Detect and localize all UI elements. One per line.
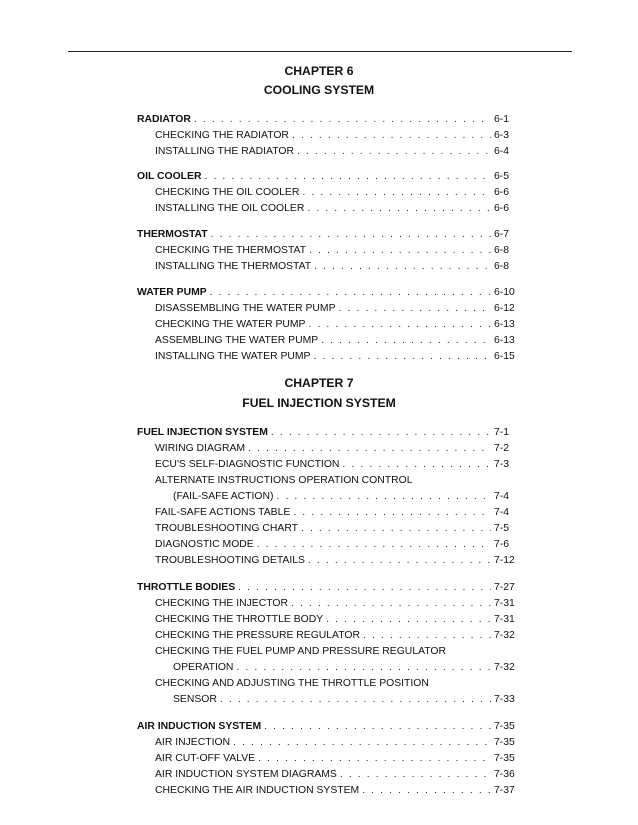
toc-entry-title: CHECKING THE PRESSURE REGULATOR	[155, 630, 360, 641]
dot-leader	[342, 459, 491, 471]
toc-entry-page: 6-13	[494, 319, 515, 330]
dot-leader	[307, 203, 491, 215]
toc-entry[interactable]	[155, 610, 518, 626]
dot-leader	[204, 171, 491, 183]
toc-entry[interactable]	[155, 551, 518, 567]
dot-leader	[276, 491, 491, 503]
toc-entry[interactable]	[155, 535, 518, 551]
dot-leader	[297, 146, 491, 158]
toc-entry[interactable]	[173, 487, 518, 503]
toc-entry[interactable]	[137, 110, 518, 126]
toc-entry-title: AIR CUT-OFF VALVE	[155, 753, 256, 764]
dot-leader	[301, 523, 491, 535]
toc-entry[interactable]	[155, 455, 518, 471]
dot-leader	[220, 694, 491, 706]
toc-entry-page: 7-33	[494, 694, 515, 705]
toc-entry[interactable]	[173, 690, 518, 706]
toc-entry-title: (FAIL-SAFE ACTION)	[173, 491, 274, 502]
chapter-6-title: COOLING SYSTEM	[263, 83, 375, 97]
dot-leader	[362, 785, 491, 797]
toc-entry[interactable]	[155, 347, 518, 363]
toc-entry-page: 7-6	[494, 539, 510, 550]
toc-entry-page: 6-13	[494, 335, 515, 346]
dot-leader	[340, 769, 491, 781]
top-rule	[68, 51, 572, 52]
toc-entry[interactable]	[155, 749, 518, 765]
toc-entry-page: 6-15	[494, 351, 515, 362]
dot-leader	[271, 427, 491, 439]
toc-entry-page: 6-8	[494, 261, 510, 272]
dot-leader	[248, 443, 491, 455]
toc-entry[interactable]	[155, 299, 518, 315]
toc-entry[interactable]	[155, 674, 518, 690]
toc-entry-page: 6-6	[494, 187, 510, 198]
chapter-7-label: CHAPTER 7	[284, 376, 354, 390]
toc-entry[interactable]	[137, 167, 518, 183]
dot-leader	[321, 335, 491, 347]
toc-entry[interactable]	[155, 257, 518, 273]
dot-leader	[363, 630, 491, 642]
dot-leader	[292, 130, 491, 142]
toc-entry-page: 6-7	[494, 229, 510, 240]
dot-leader	[308, 319, 491, 331]
toc-entry[interactable]	[137, 717, 518, 733]
toc-entry[interactable]	[155, 142, 518, 158]
toc-entry-page: 7-2	[494, 443, 510, 454]
toc-entry-title: SENSOR	[173, 694, 217, 705]
toc-entry-page: 6-3	[494, 130, 510, 141]
toc-entry[interactable]	[155, 439, 518, 455]
toc-entry[interactable]	[137, 423, 518, 439]
toc-entry[interactable]	[155, 781, 518, 797]
dot-leader	[238, 582, 491, 594]
toc-entry[interactable]	[137, 225, 518, 241]
toc-entry[interactable]	[155, 183, 518, 199]
toc-entry-page: 7-1	[494, 427, 510, 438]
toc-entry[interactable]	[155, 241, 518, 257]
toc-entry[interactable]	[137, 283, 518, 299]
toc-entry[interactable]	[155, 733, 518, 749]
toc-entry-title: CHECKING AND ADJUSTING THE THROTTLE POSITION	[155, 678, 429, 689]
dot-leader	[258, 753, 491, 765]
toc-entry-title: CHECKING THE FUEL PUMP AND PRESSURE REGULATOR	[155, 646, 446, 657]
toc-entry-title: INSTALLING THE RADIATOR	[155, 146, 294, 157]
toc-entry-title: CHECKING THE RADIATOR	[155, 130, 289, 141]
toc-entry-page: 7-31	[494, 614, 515, 625]
toc-entry[interactable]	[173, 658, 518, 674]
toc-entry-page: 7-3	[494, 459, 510, 470]
toc-entry-page: 7-37	[494, 785, 515, 796]
toc-entry-page: 6-6	[494, 203, 510, 214]
toc-entry-page: 7-4	[494, 491, 510, 502]
toc-entry[interactable]	[155, 315, 518, 331]
dot-leader	[291, 598, 491, 610]
toc-entry-title: CHECKING THE THERMOSTAT	[155, 245, 307, 256]
toc-entry-page: 7-12	[494, 555, 515, 566]
chapter-7-title: FUEL INJECTION SYSTEM	[242, 396, 396, 410]
toc-entry-page: 7-35	[494, 753, 515, 764]
toc-entry-page: 7-5	[494, 523, 510, 534]
dot-leader	[264, 721, 491, 733]
toc-entry-title: CHECKING THE WATER PUMP	[155, 319, 306, 330]
toc-entry-title: AIR INDUCTION SYSTEM DIAGRAMS	[155, 769, 337, 780]
toc-entry-page: 7-32	[494, 662, 515, 673]
dot-leader	[210, 287, 491, 299]
toc-entry-title: AIR INDUCTION SYSTEM	[137, 721, 262, 732]
toc-entry[interactable]	[155, 503, 518, 519]
toc-entry-title: CHECKING THE THROTTLE BODY	[155, 614, 324, 625]
toc-entry-title: WATER PUMP	[137, 287, 207, 298]
toc-entry-title: ALTERNATE INSTRUCTIONS OPERATION CONTROL	[155, 475, 413, 486]
toc-entry-page: 6-1	[494, 114, 510, 125]
toc-entry-page: 6-12	[494, 303, 515, 314]
toc-entry[interactable]	[155, 594, 518, 610]
toc-entry-page: 7-32	[494, 630, 515, 641]
dot-leader	[302, 187, 491, 199]
toc-entry-title: ECU'S SELF-DIAGNOSTIC FUNCTION	[155, 459, 340, 470]
toc-entry-title: TROUBLESHOOTING DETAILS	[155, 555, 305, 566]
toc-entry-title: CHECKING THE OIL COOLER	[155, 187, 300, 198]
toc-entry-title: CHECKING THE INJECTOR	[155, 598, 288, 609]
toc-entry[interactable]	[155, 126, 518, 142]
toc-entry-page: 6-10	[494, 287, 515, 298]
toc-entry-page: 7-35	[494, 737, 515, 748]
toc-entry-title: DISASSEMBLING THE WATER PUMP	[155, 303, 336, 314]
dot-leader	[326, 614, 491, 626]
toc-entry-title: TROUBLESHOOTING CHART	[155, 523, 298, 534]
dot-leader	[257, 539, 491, 551]
chapter-6-label: CHAPTER 6	[284, 64, 354, 78]
toc-entry-title: WIRING DIAGRAM	[155, 443, 246, 454]
toc-entry-title: ASSEMBLING THE WATER PUMP	[155, 335, 319, 346]
dot-leader	[308, 555, 491, 567]
dot-leader	[194, 114, 491, 126]
toc-entry[interactable]	[155, 519, 518, 535]
toc-entry-title: OPERATION	[173, 662, 234, 673]
dot-leader	[236, 662, 491, 674]
dot-leader	[314, 261, 491, 273]
toc-entry[interactable]	[155, 642, 518, 658]
toc-entry-page: 7-31	[494, 598, 515, 609]
toc-entry[interactable]	[137, 578, 518, 594]
dot-leader	[314, 351, 492, 363]
toc-entry-title: INSTALLING THE OIL COOLER	[155, 203, 305, 214]
dot-leader	[293, 507, 491, 519]
dot-leader	[309, 245, 491, 257]
toc-entry[interactable]	[155, 471, 518, 487]
toc-entry-title: THROTTLE BODIES	[137, 582, 236, 593]
toc-entry[interactable]	[155, 765, 518, 781]
toc-entry-page: 6-8	[494, 245, 510, 256]
toc-entry-page: 6-5	[494, 171, 510, 182]
toc-entry-title: DIAGNOSTIC MODE	[155, 539, 254, 550]
toc-entry-title: OIL COOLER	[137, 171, 202, 182]
toc-entry[interactable]	[155, 199, 518, 215]
toc-entry-title: THERMOSTAT	[137, 229, 208, 240]
toc-entry[interactable]	[155, 331, 518, 347]
toc-entry-page: 7-4	[494, 507, 510, 518]
toc-entry-title: INSTALLING THE THERMOSTAT	[155, 261, 312, 272]
toc-entry-title: FUEL INJECTION SYSTEM	[137, 427, 268, 438]
dot-leader	[211, 229, 491, 241]
dot-leader	[339, 303, 491, 315]
toc-entry-title: INSTALLING THE WATER PUMP	[155, 351, 311, 362]
toc-entry-page: 7-36	[494, 769, 515, 780]
toc-entry-page: 7-35	[494, 721, 515, 732]
toc-entry-title: AIR INJECTION	[155, 737, 231, 748]
toc-entry-title: FAIL-SAFE ACTIONS TABLE	[155, 507, 291, 518]
toc-entry-page: 6-4	[494, 146, 510, 157]
dot-leader	[233, 737, 491, 749]
toc-entry-title: RADIATOR	[137, 114, 191, 125]
toc-entry-page: 7-27	[494, 582, 515, 593]
toc-entry[interactable]	[155, 626, 518, 642]
toc-entry-title: CHECKING THE AIR INDUCTION SYSTEM	[155, 785, 360, 796]
